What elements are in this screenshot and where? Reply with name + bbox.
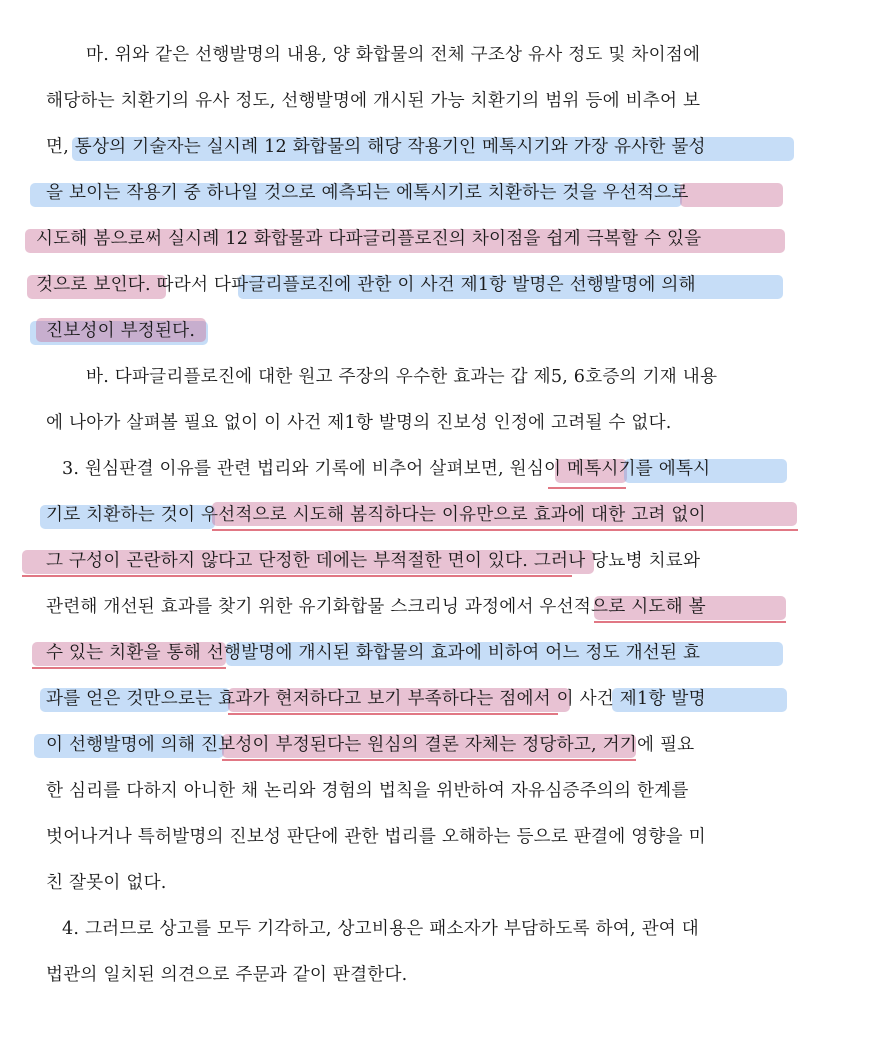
text-line [0, 308, 870, 354]
line-text: 3. 원심판결 이유를 관련 법리와 기록에 비추어 살펴보면, 원심이 메톡시기를 에톡시 [62, 459, 711, 479]
line-text: 을 보이는 작용기 중 하나일 것으로 예측되는 에톡시기로 치환하는 것을 우선적으로 [46, 183, 689, 203]
line-text: 진보성이 부정된다. [46, 321, 196, 341]
text-line [0, 860, 870, 906]
line-text: 마. 위와 같은 선행발명의 내용, 양 화합물의 전체 구조상 유사 정도 및 차이점에 [86, 45, 701, 65]
text-line [0, 952, 870, 998]
line-text: 4. 그러므로 상고를 모두 기각하고, 상고비용은 패소자가 부담하도록 하여, 관여 대 [62, 919, 699, 939]
text-line [0, 32, 870, 78]
text-line [0, 584, 870, 630]
text-line [0, 722, 870, 768]
line-text: 친 잘못이 없다. [46, 873, 167, 893]
text-line [0, 676, 870, 722]
line-text: 이 선행발명에 의해 진보성이 부정된다는 원심의 결론 자체는 정당하고, 거기에 필요 [46, 735, 695, 755]
line-text: 해당하는 치환기의 유사 정도, 선행발명에 개시된 가능 치환기의 범위 등에 비추어 보 [46, 91, 701, 111]
text-line [0, 400, 870, 446]
text-line [0, 814, 870, 860]
line-text: 것으로 보인다. 따라서 다파글리플로진에 관한 이 사건 제1항 발명은 선행발명에 의해 [36, 275, 696, 295]
text-line [0, 262, 870, 308]
line-text: 그 구성이 곤란하지 않다고 단정한 데에는 부적절한 면이 있다. 그러나 당뇨병 치료와 [46, 551, 701, 571]
text-line [0, 124, 870, 170]
line-text: 바. 다파글리플로진에 대한 원고 주장의 우수한 효과는 갑 제5, 6호증의 기재 내용 [86, 367, 718, 387]
text-line [0, 170, 870, 216]
line-text: 법관의 일치된 의견으로 주문과 같이 판결한다. [46, 965, 408, 985]
line-text: 관련해 개선된 효과를 찾기 위한 유기화합물 스크리닝 과정에서 우선적으로 시도해 볼 [46, 597, 706, 617]
text-line [0, 906, 870, 952]
line-text: 시도해 봄으로써 실시례 12 화합물과 다파글리플로진의 차이점을 쉽게 극복할 수 있을 [36, 229, 702, 249]
text-line [0, 216, 870, 262]
text-line [0, 538, 870, 584]
line-text: 기로 치환하는 것이 우선적으로 시도해 봄직하다는 이유만으로 효과에 대한 고려 없이 [46, 505, 706, 525]
line-text: 과를 얻은 것만으로는 효과가 현저하다고 보기 부족하다는 점에서 이 사건 제1항 발명 [46, 689, 706, 709]
text-line [0, 492, 870, 538]
text-line [0, 354, 870, 400]
text-line [0, 446, 870, 492]
text-line [0, 78, 870, 124]
line-text: 수 있는 치환을 통해 선행발명에 개시된 화합물의 효과에 비하여 어느 정도 개선된 효 [46, 643, 701, 663]
text-line [0, 630, 870, 676]
line-text: 한 심리를 다하지 아니한 채 논리와 경험의 법칙을 위반하여 자유심증주의의 한계를 [46, 781, 689, 801]
line-text: 벗어나거나 특허발명의 진보성 판단에 관한 법리를 오해하는 등으로 판결에 영향을 미 [46, 827, 706, 847]
line-text: 면, 통상의 기술자는 실시례 12 화합물의 해당 작용기인 메톡시기와 가장 유사한 물성 [46, 137, 706, 157]
line-text: 에 나아가 살펴볼 필요 없이 이 사건 제1항 발명의 진보성 인정에 고려될 수 없다. [46, 413, 672, 433]
text-line [0, 768, 870, 814]
